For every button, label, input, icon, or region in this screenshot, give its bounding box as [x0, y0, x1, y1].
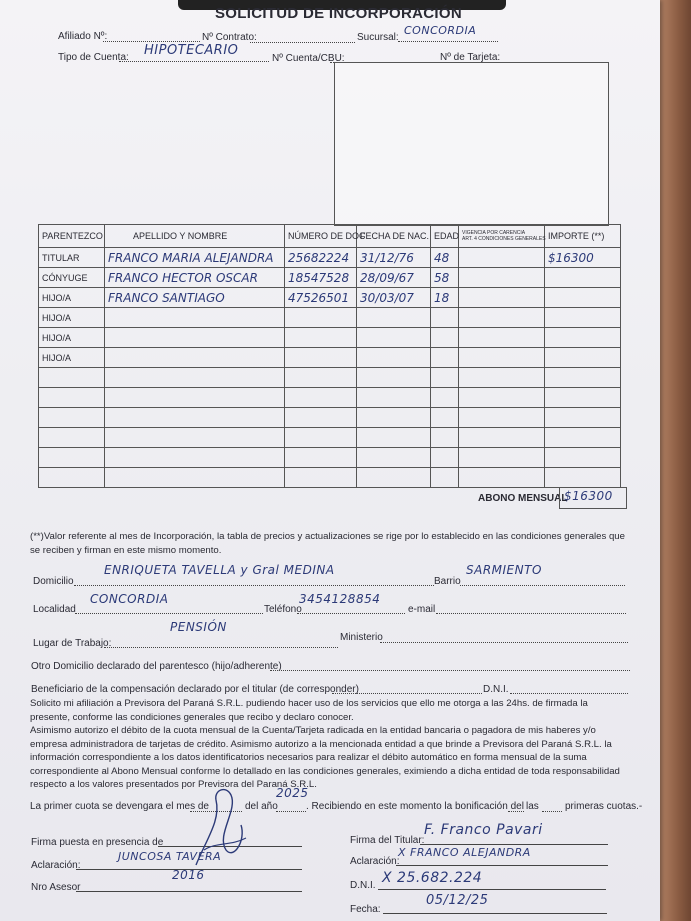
cuota-text-4: las [526, 801, 539, 812]
cell-nombre: FRANCO MARIA ALEJANDRA [105, 248, 285, 268]
table-row [39, 368, 621, 388]
cell-vigencia [459, 268, 545, 288]
cell-edad: 58 [431, 268, 459, 288]
email-label: e-mail [408, 604, 436, 615]
sucursal-value: CONCORDIA [404, 24, 477, 37]
cell-edad [431, 368, 459, 388]
contrato-label: Nº Contrato: [202, 32, 257, 43]
otro-domicilio-line [270, 670, 630, 671]
cell-edad [431, 328, 459, 348]
titular-line [420, 844, 608, 845]
cell-importe [545, 368, 621, 388]
cell-fecha [357, 428, 431, 448]
tipo-cuenta-line [119, 61, 269, 62]
cell-fecha [357, 388, 431, 408]
cell-nombre [105, 348, 285, 368]
cell-importe [545, 288, 621, 308]
paragraph-autorizacion: Asimismo autorizo el débito de la cuota mensual de la Cuenta/Tarjeta radicada en la entidad bancaria o pagadora de mis haberes y/o empresa administradora de tarjetas de crédito. Asimismo autorizo a la mencionada entidad a que brinde a Previsora del Paraná S.R.L. la información correspondiente a los datos identificatorios necesarios para realizar el débito automático en forma mensual de la suma correspondiente al Abono Mensual conforme lo detallado en las condiciones generales, eximiendo a dicha entidad de toda responsabilidad respecto a los valores presentados por Previsora del Paraná S.R.L. [30, 725, 620, 790]
fecha-label: Fecha: [350, 904, 381, 915]
cell-edad: 18 [431, 288, 459, 308]
vigencia-title: VIGENCIA POR CARENCIA [462, 230, 526, 236]
cell-nombre [105, 468, 285, 488]
tipo-cuenta-label: Tipo de Cuenta: [58, 52, 129, 63]
table-row [39, 268, 621, 288]
cell-fecha [357, 448, 431, 468]
titular-signature: F. Franco Pavari [424, 822, 543, 838]
cell-doc [285, 388, 357, 408]
cell-doc: 18547528 [285, 268, 357, 288]
cell-fecha: 28/09/67 [357, 268, 431, 288]
localidad-value: CONCORDIA [90, 592, 169, 606]
cell-parentesco: HIJO/A [39, 288, 105, 308]
barrio-line [460, 585, 625, 586]
cell-vigencia [459, 388, 545, 408]
barrio-value: SARMIENTO [466, 563, 542, 577]
cuota-bonif-line [508, 811, 524, 812]
cell-fecha [357, 308, 431, 328]
localidad-label: Localidad [33, 604, 76, 615]
dni-beneficiario-line [510, 693, 628, 694]
cell-parentesco: CÓNYUGE [39, 268, 105, 288]
ministerio-label: Ministerio [340, 632, 383, 643]
localidad-line [75, 613, 263, 614]
table-row [39, 428, 621, 448]
cell-doc [285, 428, 357, 448]
table-row [39, 348, 621, 368]
cell-vigencia [459, 468, 545, 488]
abono-value: $16300 [564, 489, 613, 503]
cell-doc [285, 368, 357, 388]
background-wood [657, 0, 691, 921]
trabajo-line [104, 647, 338, 648]
cell-nombre [105, 388, 285, 408]
cell-parentesco [39, 408, 105, 428]
afiliado-label: Afiliado Nº: [58, 31, 108, 42]
cell-importe [545, 308, 621, 328]
cell-parentesco: HIJO/A [39, 308, 105, 328]
cell-fecha [357, 368, 431, 388]
cell-edad: 48 [431, 248, 459, 268]
price-note: (**)Valor referente al mes de Incorporación, la tabla de precios y actualizaciones se rige por lo establecido en las condiciones generales que se reciben y firman en este mismo momento. [30, 531, 625, 556]
cell-nombre [105, 408, 285, 428]
cell-vigencia [459, 288, 545, 308]
cell-parentesco [39, 468, 105, 488]
domicilio-label: Domicilio [33, 576, 74, 587]
fecha-line [383, 913, 607, 914]
cuota-year-value: 2025 [276, 786, 309, 800]
otro-domicilio-label: Otro Domicilio declarado del parentesco (hijo/adherente) [31, 661, 282, 672]
cell-edad [431, 408, 459, 428]
cell-doc [285, 328, 357, 348]
cell-vigencia [459, 348, 545, 368]
cuota-text-1: La primer cuota se devengara el mes de [30, 801, 209, 812]
sucursal-label: Sucursal: [357, 32, 399, 43]
dni-right-label: D.N.I. [350, 880, 376, 891]
header-vigencia [459, 225, 545, 248]
asesor-line [76, 891, 302, 892]
tipo-cuenta-value: HIPOTECARIO [144, 43, 239, 58]
domicilio-line [74, 585, 434, 586]
cuenta-cbu-label: Nº Cuenta/CBU: [272, 53, 345, 64]
table-row [39, 288, 621, 308]
cell-doc [285, 468, 357, 488]
cell-nombre [105, 448, 285, 468]
cell-importe [545, 448, 621, 468]
afiliado-line [103, 41, 200, 42]
cell-parentesco [39, 428, 105, 448]
header-importe: IMPORTE (**) [545, 225, 621, 248]
cell-edad [431, 308, 459, 328]
cell-doc [285, 348, 357, 368]
cell-vigencia [459, 248, 545, 268]
cell-doc [285, 408, 357, 428]
cell-edad [431, 388, 459, 408]
cuota-text-5: primeras cuotas.- [565, 801, 643, 812]
cuota-text-3: . Recibiendo en este momento la bonificación del [306, 801, 524, 812]
telefono-label: Teléfono [264, 604, 302, 615]
dni-right-line [378, 889, 606, 890]
aclaracion-left-value: JUNCOSA TAVERA [118, 850, 222, 863]
asesor-value: 2016 [172, 868, 205, 882]
table-row [39, 328, 621, 348]
cell-doc [285, 308, 357, 328]
cell-parentesco [39, 388, 105, 408]
dni-right-value: X 25.682.224 [382, 870, 483, 886]
abono-box [559, 487, 627, 509]
telefono-line [297, 613, 405, 614]
cell-nombre: FRANCO SANTIAGO [105, 288, 285, 308]
cell-doc: 47526501 [285, 288, 357, 308]
cell-edad [431, 468, 459, 488]
trabajo-value: PENSIÓN [170, 620, 227, 634]
cell-edad [431, 348, 459, 368]
contrato-line [250, 42, 355, 43]
cell-vigencia [459, 368, 545, 388]
beneficiario-line [332, 693, 482, 694]
header-nombre: APELLIDO Y NOMBRE [105, 225, 285, 248]
header-edad: EDAD [431, 225, 459, 248]
table-row [39, 468, 621, 488]
aclaracion-right-label: Aclaración: [350, 856, 400, 867]
aclaracion-left-label: Aclaración: [31, 860, 81, 871]
table-row [39, 248, 621, 268]
paragraph-solicitud: Solicito mi afiliación a Previsora del Paraná S.R.L. pudiendo hacer uso de los servicios que ello me otorga a las 24hs. de firmada la presente, conforme las condiciones generales que recibo y declaro conocer. [30, 698, 588, 723]
table-row [39, 388, 621, 408]
cell-importe [545, 268, 621, 288]
cell-importe [545, 348, 621, 368]
ministerio-line [380, 642, 628, 643]
cell-nombre: FRANCO HECTOR OSCAR [105, 268, 285, 288]
form-title: SOLICITUD DE INCORPORACIÓN [215, 5, 462, 22]
vigencia-sub: ART. 4 CONDICIONES GENERALES [462, 236, 546, 242]
cell-parentesco [39, 368, 105, 388]
cell-nombre [105, 308, 285, 328]
header-doc: NÚMERO DE DOC [285, 225, 357, 248]
domicilio-value: ENRIQUETA TAVELLA y Gral MEDINA [104, 563, 335, 577]
tarjeta-label: Nº de Tarjeta: [440, 52, 501, 63]
beneficiario-label: Beneficiario de la compensación declarado por el titular (de corresponder) [31, 684, 359, 695]
header-parentesco: PARENTEZCO [39, 225, 105, 248]
cuota-las-line [542, 811, 562, 812]
asesor-label: Nro Asesor [31, 882, 81, 893]
cell-edad [431, 448, 459, 468]
cell-vigencia [459, 428, 545, 448]
photo-box [334, 62, 609, 226]
presencia-label: Firma puesta en presencia de [31, 837, 164, 848]
cell-importe [545, 428, 621, 448]
fecha-value: 05/12/25 [426, 893, 489, 908]
sucursal-line [398, 41, 498, 42]
titular-label: Firma del Titular: [350, 835, 425, 846]
cell-fecha [357, 408, 431, 428]
aclaracion-right-line [396, 865, 608, 866]
table-row [39, 408, 621, 428]
table-row [39, 448, 621, 468]
cell-importe: $16300 [545, 248, 621, 268]
cuota-text-2: del año [245, 801, 278, 812]
cell-importe [545, 468, 621, 488]
cell-vigencia [459, 408, 545, 428]
cell-fecha [357, 468, 431, 488]
barrio-label: Barrio [434, 576, 461, 587]
email-line [436, 613, 626, 614]
cell-vigencia [459, 328, 545, 348]
cell-doc [285, 448, 357, 468]
cell-importe [545, 328, 621, 348]
cell-doc: 25682224 [285, 248, 357, 268]
cell-vigencia [459, 308, 545, 328]
cell-importe [545, 388, 621, 408]
cell-edad [431, 428, 459, 448]
cell-nombre [105, 428, 285, 448]
header-fecha: FECHA DE NAC. [357, 225, 431, 248]
aclaracion-right-value: X FRANCO ALEJANDRA [398, 846, 531, 859]
cell-nombre [105, 328, 285, 348]
cell-fecha [357, 328, 431, 348]
dni-beneficiario-label: D.N.I. [483, 684, 509, 695]
cell-parentesco [39, 448, 105, 468]
cell-nombre [105, 368, 285, 388]
cell-fecha [357, 348, 431, 368]
cuota-year-line [276, 811, 306, 812]
cell-fecha: 31/12/76 [357, 248, 431, 268]
abono-label: ABONO MENSUAL [478, 493, 568, 504]
cell-parentesco: HIJO/A [39, 348, 105, 368]
trabajo-label: Lugar de Trabajo: [33, 638, 112, 649]
cell-fecha: 30/03/07 [357, 288, 431, 308]
cell-parentesco: TITULAR [39, 248, 105, 268]
cell-parentesco: HIJO/A [39, 328, 105, 348]
telefono-value: 3454128854 [299, 592, 381, 606]
table-row [39, 308, 621, 328]
cell-vigencia [459, 448, 545, 468]
members-table [38, 224, 621, 488]
cell-importe [545, 408, 621, 428]
